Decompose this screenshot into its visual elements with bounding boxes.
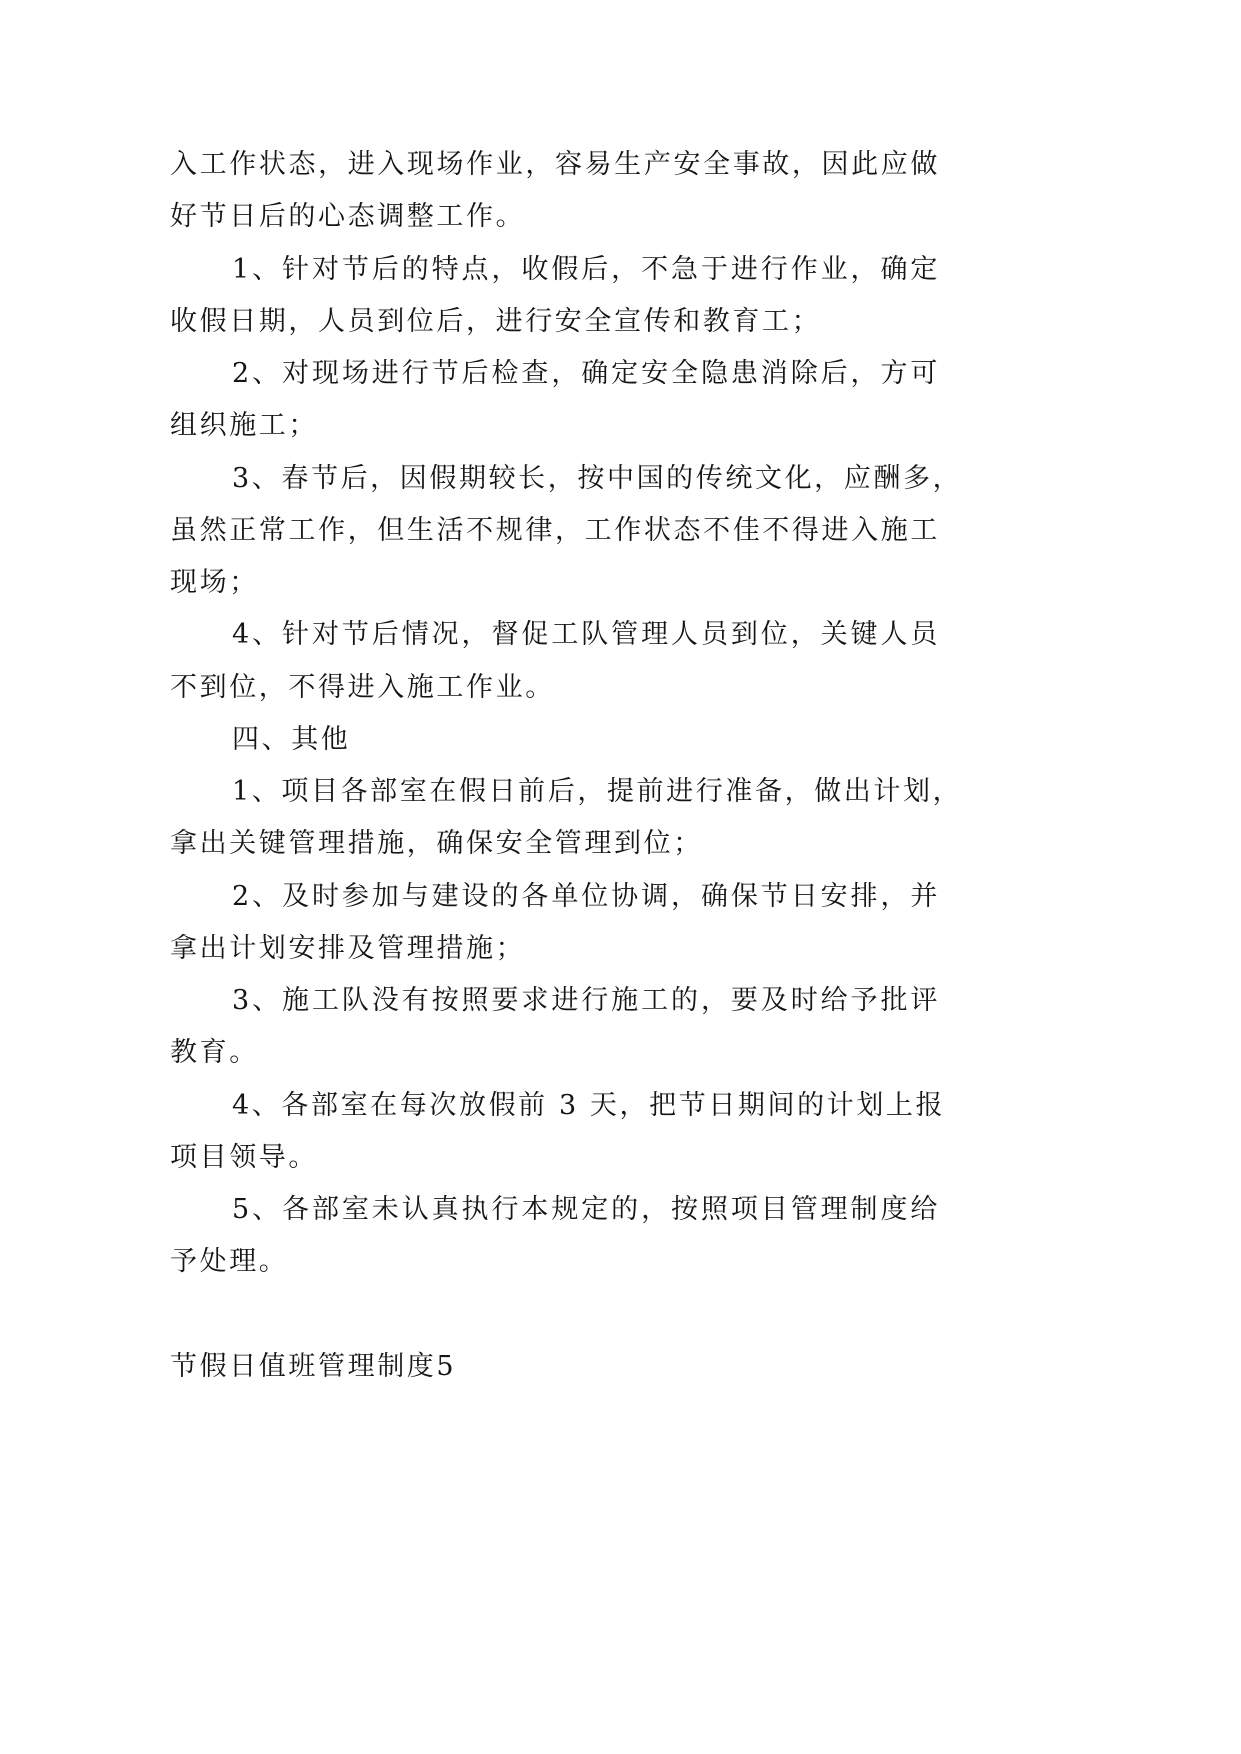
text-line: 拿出计划安排及管理措施； bbox=[170, 932, 526, 964]
text-line: 收假日期，人员到位后，进行安全宣传和教育工； bbox=[170, 305, 822, 337]
text-line: 2、对现场进行节后检查，确定安全隐患消除后，方可 bbox=[232, 358, 940, 389]
paragraph-continued bbox=[170, 139, 940, 244]
other-item-5 bbox=[170, 1184, 940, 1289]
other-item-3 bbox=[170, 975, 940, 1080]
post-holiday-item-4 bbox=[170, 609, 940, 714]
other-item-4 bbox=[170, 1080, 946, 1185]
post-holiday-item-1 bbox=[170, 244, 940, 349]
text-line: 组织施工； bbox=[170, 410, 318, 442]
text-line: 拿出关键管理措施，确保安全管理到位； bbox=[170, 828, 703, 860]
document-body bbox=[170, 139, 963, 1393]
text-line: 好节日后的心态调整工作。 bbox=[170, 201, 526, 233]
text-line: 予处理。 bbox=[170, 1246, 289, 1278]
other-item-1 bbox=[170, 766, 963, 871]
text-line: 3、春节后，因假期较长，按中国的传统文化，应酬多， bbox=[232, 462, 963, 494]
section-spacer bbox=[170, 1289, 940, 1341]
text-line: 1、针对节后的特点，收假后，不急于进行作业，确定 bbox=[232, 253, 940, 285]
text-line: 项目领导。 bbox=[170, 1141, 318, 1173]
section-heading: 四、其他 bbox=[232, 723, 351, 755]
text-line: 4、各部室在每次放假前 3 天，把节日期间的计划上报 bbox=[232, 1089, 946, 1121]
post-holiday-item-3 bbox=[170, 453, 963, 610]
text-line: 现场； bbox=[170, 567, 259, 598]
text-line: 不到位，不得进入施工作业。 bbox=[170, 671, 555, 703]
section-other bbox=[170, 714, 963, 1289]
text-line: 5、各部室未认真执行本规定的，按照项目管理制度给 bbox=[232, 1194, 940, 1225]
text-line: 4、针对节后情况，督促工队管理人员到位，关键人员 bbox=[232, 619, 940, 651]
text-line: 入工作状态，进入现场作业，容易生产安全事故，因此应做 bbox=[170, 149, 940, 180]
text-line: 2、及时参加与建设的各单位协调，确保节日安排，并 bbox=[232, 880, 940, 912]
text-line: 虽然正常工作，但生活不规律，工作状态不佳不得进入施工 bbox=[170, 514, 940, 546]
text-line: 1、项目各部室在假日前后，提前进行准备，做出计划， bbox=[232, 776, 963, 807]
other-item-2 bbox=[170, 871, 940, 976]
post-holiday-item-2 bbox=[170, 348, 940, 453]
text-line: 教育。 bbox=[170, 1037, 259, 1069]
next-section-title: 节假日值班管理制度5 bbox=[170, 1350, 457, 1382]
text-line: 3、施工队没有按照要求进行施工的，要及时给予批评 bbox=[232, 985, 940, 1016]
